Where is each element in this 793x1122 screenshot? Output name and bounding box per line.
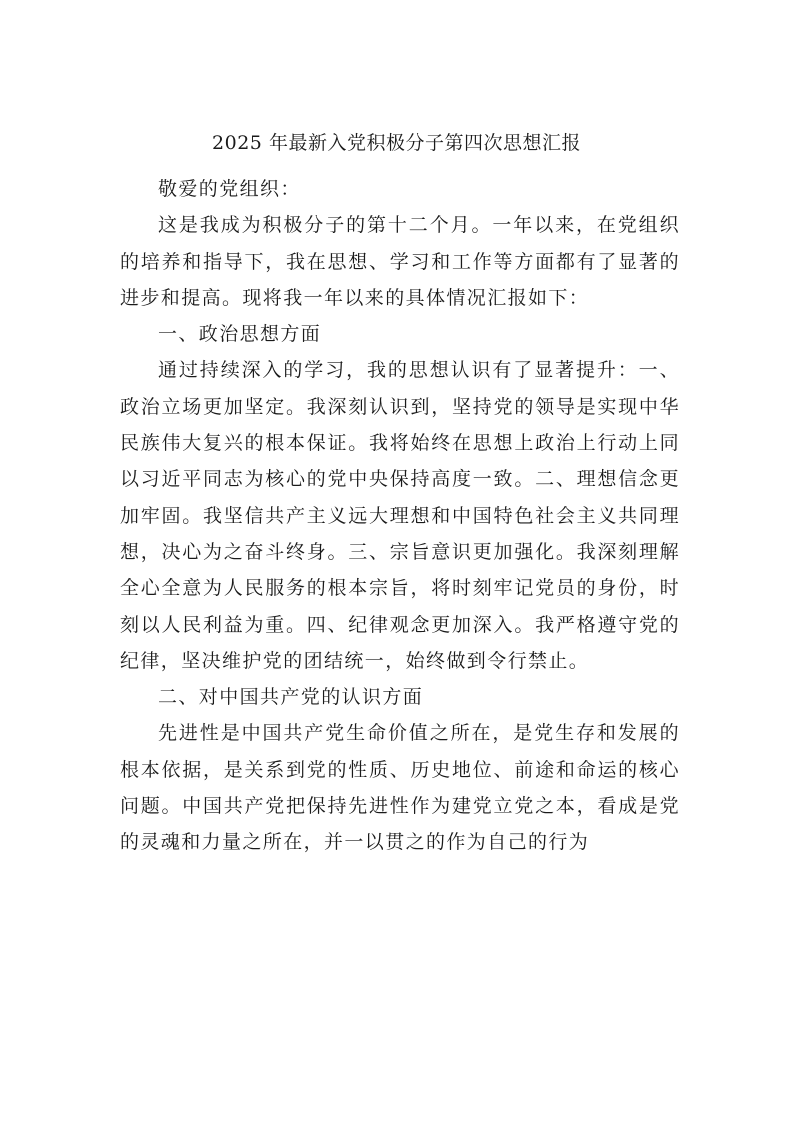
document-title: 2025 年最新入党积极分子第四次思想汇报 [212, 132, 581, 154]
salutation: 敬爱的党组织： [158, 178, 301, 200]
document-body [120, 171, 680, 861]
section-heading-political: 一、政治思想方面 [158, 323, 322, 346]
paragraph-political: 通过持续深入的学习，我的思想认识有了显著提升：一、政治立场更加坚定。我深刻认识到，坚持党的领导是实现中华民族伟大复兴的根本保证。我将始终在思想上政治上行动上同以习近平同志为核心的党中央保持高度一致。二、理想信念更加牢固。我坚信共产主义远大理想和中国特色社会主义共同理想，决心为之奋斗终身。三、宗旨意识更加强化。我深刻理解全心全意为人民服务的根本宗旨，将时刻牢记党员的身份，时刻以人民利益为重。四、纪律观念更加深入。我严格遵守党的纪律，坚决维护党的团结统一，始终做到令行禁止。 [120, 359, 680, 672]
section-heading-party-understanding: 二、对中国共产党的认识方面 [158, 686, 424, 709]
paragraph-intro: 这是我成为积极分子的第十二个月。一年以来，在党组织的培养和指导下，我在思想、学习和工作等方面都有了显著的进步和提高。现将我一年以来的具体情况汇报如下： [120, 214, 680, 309]
paragraph-party-understanding: 先进性是中国共产党生命价值之所在，是党生存和发展的根本依据，是关系到党的性质、历史地位、前途和命运的核心问题。中国共产党把保持先进性作为建党立党之本，看成是党的灵魂和力量之所在，并一以贯之的作为自己的行为 [120, 722, 680, 854]
